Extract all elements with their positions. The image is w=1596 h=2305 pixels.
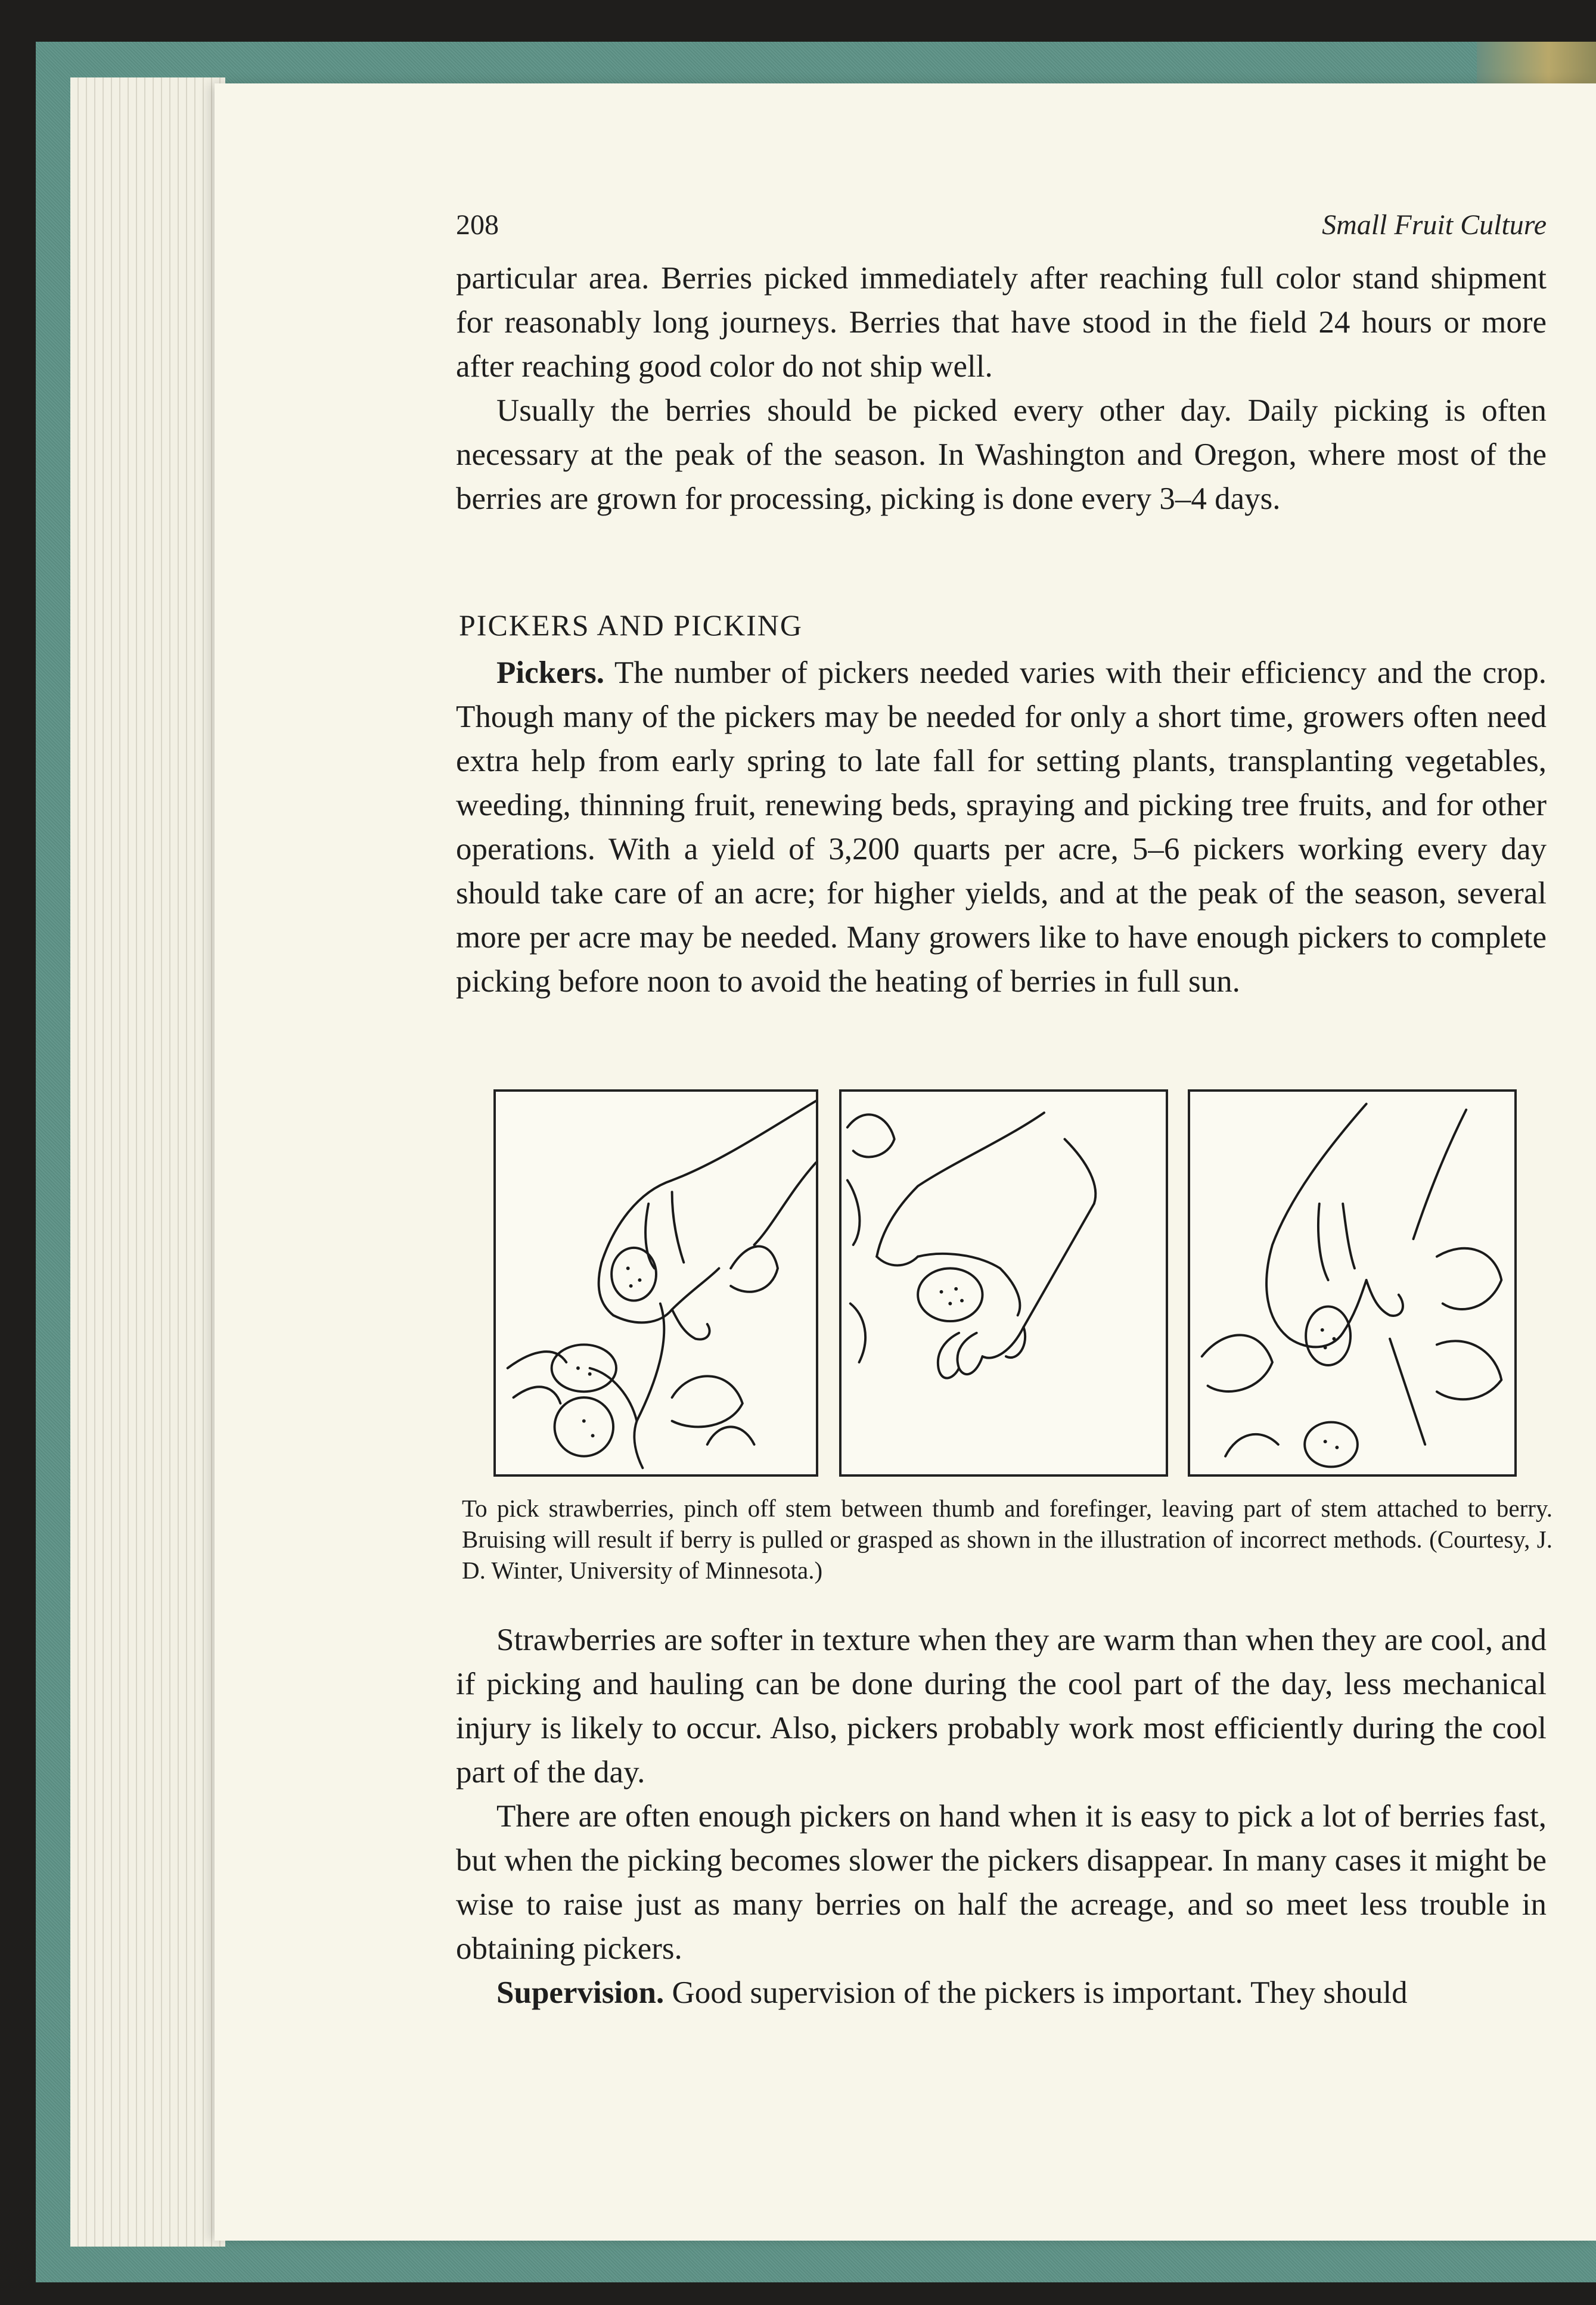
page-number: 208: [456, 209, 499, 241]
text-block-pickers: [456, 651, 1547, 1004]
section-heading: PICKERS AND PICKING: [459, 608, 803, 642]
pickers-text: The number of pickers needed varies with their efficiency and the crop. Though many of the pickers may be needed for only a short time, growers often need extra help from early spring to late fall for setting plants, transplanting vegetables, weeding, thinning fruit, renewing beds, spraying and picking tree fruits, and for other operations. With a yield of 3,200 quarts per acre, 5–6 pickers working every day should take care of an acre; for higher yields, and at the peak of the season, several more per acre may be needed. Many growers like to have enough pickers to complete picking before noon to avoid the heating of berries in full sun.: [456, 656, 1547, 999]
cover-gilt-corner: [1477, 42, 1596, 83]
text-block-bottom: [456, 1618, 1547, 2015]
running-title: Small Fruit Culture: [1322, 209, 1547, 241]
text-block-top: [456, 256, 1547, 521]
hand-grasping-berry-illustration: [842, 1092, 1166, 1474]
paragraph-picker-availability: There are often enough pickers on hand when it is easy to pick a lot of berries fast, but when the picking becomes slower the pickers disappear. In many cases it might be wise to raise just as many berries on half the acreage, and so meet less trouble in obtaining pickers.: [456, 1799, 1547, 1966]
paragraph-continuation: particular area. Berries picked immediately after reaching full color stand shipment for reasonably long journeys. Berries that have stood in the field 24 hours or more after reaching good color do not ship well.: [456, 261, 1547, 384]
paragraph-temperature: Strawberries are softer in texture when they are warm than when they are cool, and if picking and hauling can be done during the cool part of the day, less mechanical injury is likely to occur. Also, pickers probably work most efficiently during the cool part of the day.: [456, 1623, 1547, 1790]
running-header: [456, 209, 1547, 250]
supervision-text: Good supervision of the pickers is important. They should: [664, 1975, 1408, 2010]
paragraph-picking-frequency: Usually the berries should be picked every other day. Daily picking is often necessary at the peak of the season. In Washington and Oregon, where most of the berries are grown for processing, picking is done every 3–4 days.: [456, 393, 1547, 516]
paragraph-supervision: [456, 1971, 1547, 2015]
illustration-panel-incorrect-grasp: [839, 1089, 1168, 1477]
runin-heading-pickers: Pickers.: [496, 656, 605, 690]
illustration-panel-incorrect-pull: [1188, 1089, 1517, 1477]
page-edges: [70, 77, 225, 2247]
figure-caption: To pick strawberries, pinch off stem between thumb and forefinger, leaving part of stem attached to berry. Bruising will result if berry is pulled or grasped as shown in the illustration of incorrect methods. (Courtesy, J. D. Winter, University of Minnesota.): [462, 1495, 1552, 1584]
illustration-panel-correct: [493, 1089, 818, 1477]
paragraph-pickers: [456, 651, 1547, 1004]
hand-pulling-berry-illustration: [1190, 1092, 1514, 1474]
runin-heading-supervision: Supervision.: [496, 1975, 665, 2010]
hand-pinching-stem-illustration: [496, 1092, 816, 1474]
